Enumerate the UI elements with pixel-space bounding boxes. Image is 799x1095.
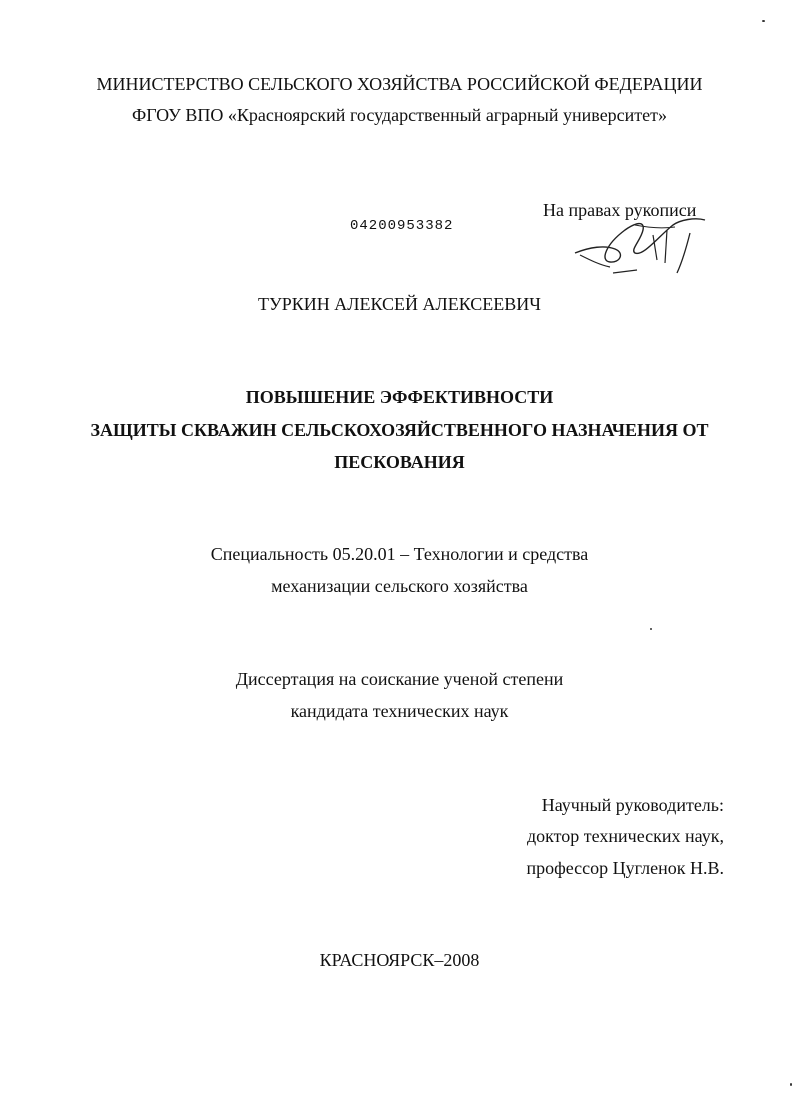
title-line-1: ПОВЫШЕНИЕ ЭФФЕКТИВНОСТИ	[245, 387, 554, 407]
ministry-heading: МИНИСТЕРСТВО СЕЛЬСКОГО ХОЗЯЙСТВА РОССИЙСКОЙ ФЕДЕРАЦИИ	[96, 74, 703, 94]
supervisor-label: Научный руководитель:	[541, 795, 724, 815]
university-heading: ФГОУ ВПО «Красноярский государственный аграрный университет»	[131, 105, 668, 125]
city-year: КРАСНОЯРСК–2008	[319, 950, 480, 970]
catalog-number: 04200953382	[350, 218, 454, 234]
scan-speck	[650, 628, 652, 630]
signature-image	[565, 205, 715, 280]
supervisor-name: профессор Цугленок Н.В.	[526, 858, 724, 878]
author-name: ТУРКИН АЛЕКСЕЙ АЛЕКСЕЕВИЧ	[258, 294, 541, 314]
specialty-line-2: механизации сельского хозяйства	[271, 576, 528, 596]
manuscript-note: На правах рукописи	[543, 200, 697, 220]
supervisor-degree: доктор технических наук,	[527, 826, 724, 846]
dissertation-line-2: кандидата технических наук	[290, 701, 509, 721]
title-line-2: ЗАЩИТЫ СКВАЖИН СЕЛЬСКОХОЗЯЙСТВЕННОГО НАЗНАЧЕНИЯ ОТ	[90, 420, 709, 440]
title-line-3: ПЕСКОВАНИЯ	[334, 452, 465, 472]
scan-speck	[762, 20, 765, 22]
scan-speck	[790, 1083, 792, 1086]
dissertation-line-1: Диссертация на соискание ученой степени	[235, 669, 564, 689]
specialty-line-1: Специальность 05.20.01 – Технологии и средства	[210, 544, 589, 564]
